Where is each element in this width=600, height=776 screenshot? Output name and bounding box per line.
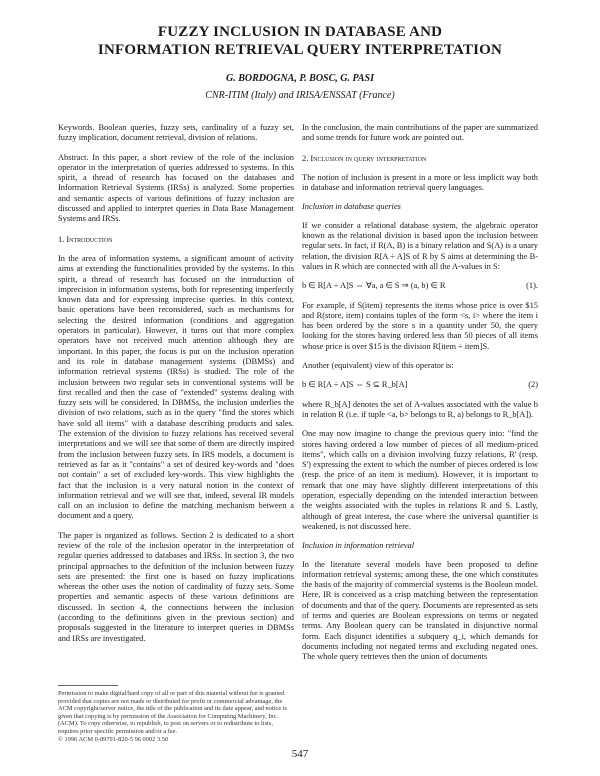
db-paragraph-2: For example, if S(item) represents the items whose price is over $15 and R(store, item) contains tuples of the form <s, i> where the item i has been ordered by the store s in a quantity under 50, the query looking for the stores having ordered less than 50 pieces of all items whose price is over $15 is the division R[item ÷ item]S. [302, 300, 538, 351]
footnote [58, 690, 294, 743]
db-paragraph-1: If we consider a relational database system, the algebraic operator known as the relational division is based upon the inclusion between regular sets. In fact, if R(A, B) is a binary relation and S(A) is a unary relation, the division R[A ÷ A]S of R by S aims at determining the B-values in R which are connected with all the A-values in S: [302, 220, 538, 271]
formula-1-expression: b ∈ R[A ÷ A]S ⇔ ∀a, a ∈ S ⇒ (a, b) ∈ R [302, 281, 446, 291]
left-column [58, 123, 294, 653]
footnote-permission: Permission to make digital/hard copy of all or part of this material without fee is granted provided that copies are not made or distributed for profit or commercial advantage, the ACM copyright/server notice, the title of the publication and its date appear, and notice is given that copying is by permission of the Association for Computing Machinery, Inc. (ACM). To copy otherwise, to republish, to post on servers or to redistribute to lists, requires prior specific permission and/or a fee. [58, 690, 288, 735]
section-1-heading: 1. Introduction [58, 234, 113, 244]
formula-1-number: (1). [526, 281, 538, 291]
formula-2-expression: b ∈ R[A ÷ A]S ⇔ S ⊆ R_b[A] [302, 380, 408, 390]
authors: G. BORDOGNA, P. BOSC, G. PASI [226, 73, 374, 84]
db-paragraph-3: Another (equivalent) view of this operator is: [302, 361, 454, 371]
page-number: 547 [291, 748, 309, 760]
formula-2 [302, 380, 538, 390]
conclusion-paragraph: In the conclusion, the main contributions of the paper are summarized and some trends for future work are pointed out. [302, 123, 538, 143]
section-2-intro: The notion of inclusion is present in a more or less implicit way both in database and information retrieval query languages. [302, 172, 538, 193]
intro-paragraph-1: In the area of information systems, a significant amount of activity aims at extending the functionalities provided by the systems. In this spirit, a thread of research has focused on the introduction of imprecision in information systems, both for representing imperfectly known data and for expressing imprecise queries. In this context, basic operations have been reconsidered, such as mechanisms for selecting the desired information (conditions and aggregation operators in particular). However, it turns out that more complex operators have not received much attention although they are important. In this paper, the focus is put on the inclusion operation and its role in database management systems (DBMSs) and information retrieval systems (IRSs) is studied. The role of the inclusion between two regular sets in conventional systems will be first recalled and then the case of "extended" systems dealing with fuzzy sets will be considered. In DBMSs, the inclusion underlies the division of two relations, such as in the query "find the stores which have sold all items" with a database describing products and sales. The extension of the division to fuzzy relations has received several interpretations and we will see that some of them are directly inspired from the inclusion between fuzzy sets. In IRS models, a document is retrieved as far as it "contains" a set of desired key-words and "does not contain" a set of excluded key-words. This view highlights the fact that the inclusion is a very natural notion in the context of information retrieval and we will see that, indeed, several IR models call on an inclusion to define the matching mechanism between a document and a query. [58, 253, 294, 521]
abstract: Abstract. In this paper, a short review of the role of the inclusion operator in the interpretation of queries addressed to systems. In this spirit, a thread of research has focused on the databases and Information Retrieval Systems (IRSs) is analyzed. Some properties and semantic aspects of various definitions of fuzzy inclusion are discussed and applied to interpret queries in Data Base Management Systems and IRSs. [58, 152, 294, 224]
paper-title-line-2: INFORMATION RETRIEVAL QUERY INTERPRETATION [97, 42, 503, 58]
formula-1 [302, 281, 538, 291]
subsection-ir-heading: Inclusion in information retrieval [302, 541, 415, 551]
db-paragraph-4: where R_b[A] denotes the set of A-values associated with the value b in relation R (i.e. if tuple <a, b> belongs to R, a) belongs to R_b[A]). [302, 399, 538, 419]
section-2-heading: 2. Inclusion in query interpretation [302, 153, 427, 163]
ir-paragraph-1: In the literature several models have been proposed to define information retrieval systems; among these, the one which constitutes the basis of the majority of commercial systems is the Boolean model. Here, IR is conceived as a crisp matching between the representation of documents and that of the query. Documents are represented as sets of terms and queries are Boolean expressions on terms or negated terms. Any Boolean query can be translated in disjunctive normal form. Each disjunct identifies a subquery q_i, which demands for documents including not negated terms and excluding negated ones. The whole query retrieves then the union of documents [302, 559, 538, 662]
intro-paragraph-2: The paper is organized as follows. Section 2 is dedicated to a short review of the role of the inclusion operator in the interpretation of regular queries addressed to databases and IRSs. In section 3, the two principal approaches to the definition of the inclusion between fuzzy sets are presented: the first one is based on fuzzy implications whereas the other uses the notion of cardinality of fuzzy sets. Some properties and semantic aspects of these various definitions are discussed. In section 4, the connections between the inclusion (according to the definitions given in the previous section) and proposals suggested in the literature to interpret queries in DBMSs and IRSs are investigated. [58, 530, 294, 643]
subsection-database-heading: Inclusion in database queries [302, 202, 401, 212]
db-paragraph-5: One may now imagine to change the previous query into: "find the stores having ordered a low number of pieces of all medium-priced items", which calls on a division involving fuzzy relations, R' (resp. S') expressing the extent to which the number of pieces ordered is low (resp. the price of an item is medium). However, it is important to remark that one may have slightly different interpretations of this operation, especially depending on the intended interaction between the weights associated with the tuples in relations R and S. Lastly, although of great interest, the case where the universal quantifier is weakened, is not discussed here. [302, 429, 538, 531]
affiliation: CNR-ITIM (Italy) and IRISA/ENSSAT (France) [205, 90, 395, 101]
right-column [302, 123, 538, 671]
footnote-copyright: © 1996 ACM 0-89791-820-5 96 0002 3.50 [58, 735, 169, 743]
paper-title-line-1: FUZZY INCLUSION IN DATABASE AND [157, 24, 443, 40]
keywords: Keywords. Boolean queries, fuzzy sets, cardinality of a fuzzy set, fuzzy implication, document retrieval, division of relations. [58, 123, 294, 143]
footnote-rule [58, 685, 118, 686]
formula-2-number: (2) [528, 380, 538, 390]
